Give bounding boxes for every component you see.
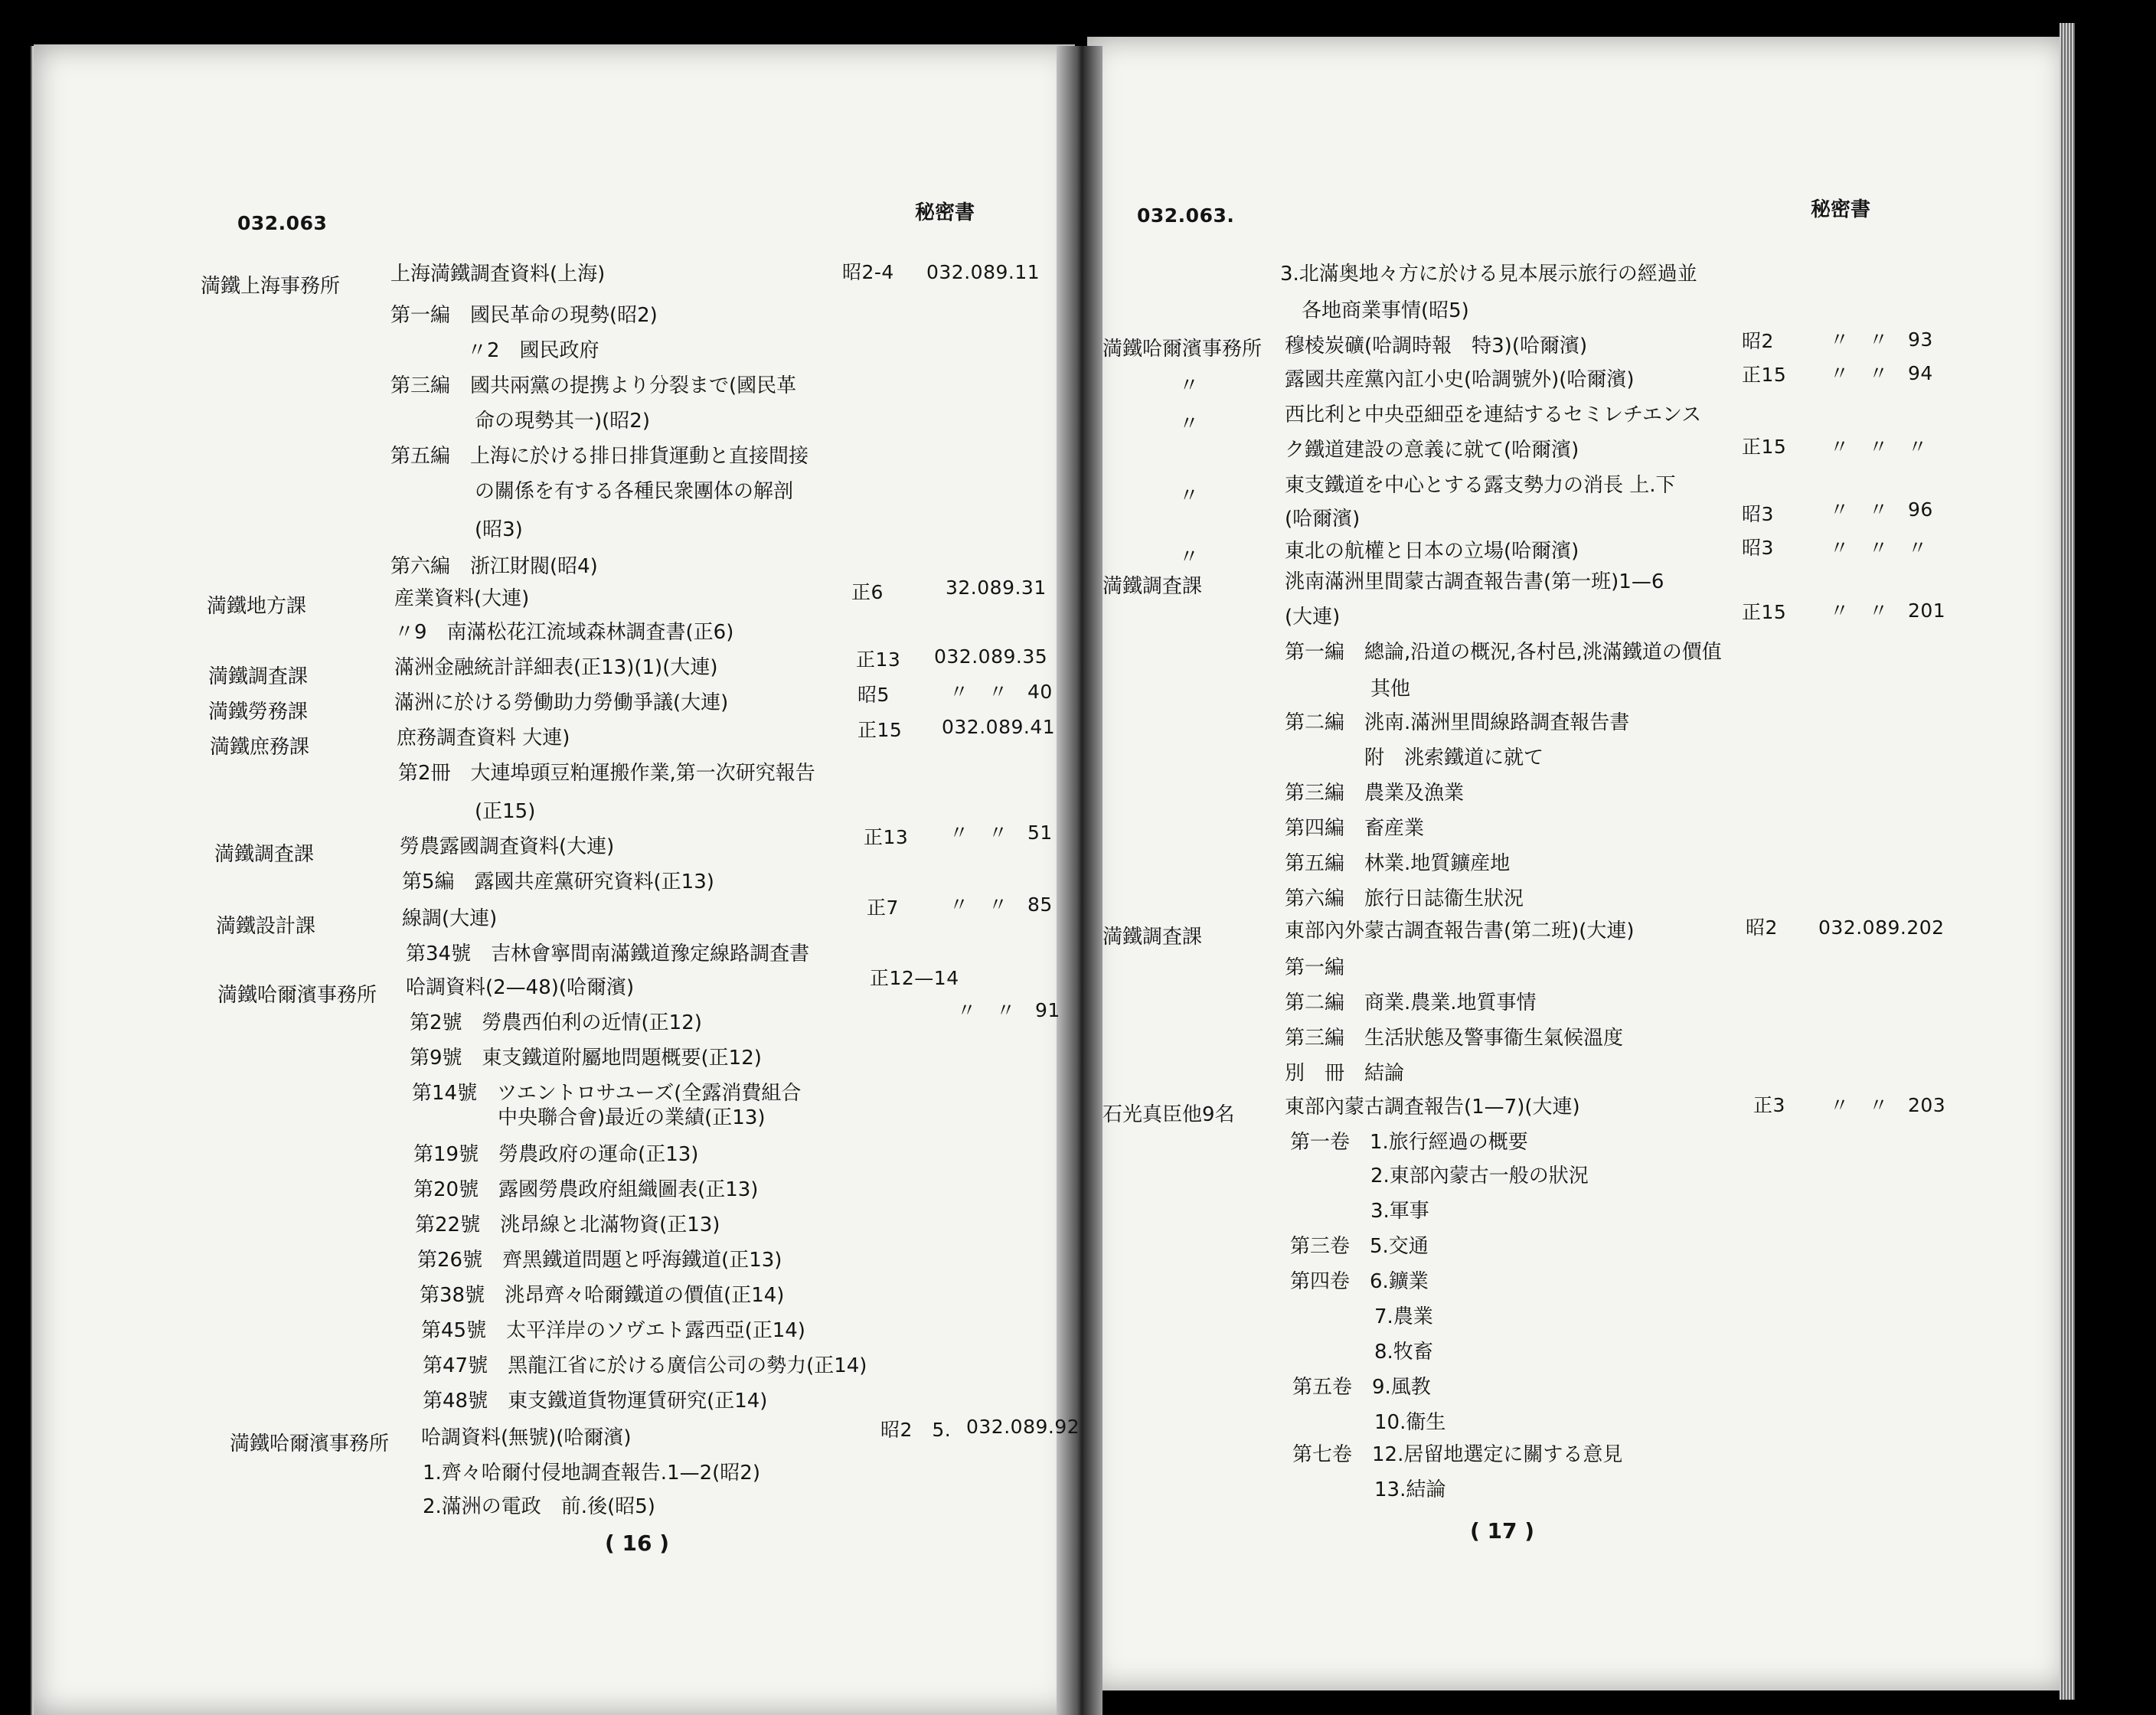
- entry-year: 正15: [1742, 436, 1787, 458]
- entry-year: 正6: [851, 581, 884, 603]
- entry-ref: 〃 〃 91: [957, 999, 1060, 1021]
- entry-line: (昭3): [475, 518, 523, 541]
- entry-year: 昭2: [1746, 916, 1778, 939]
- entry-line: 第14號 ツエントロサユーズ(全露消費組合: [412, 1082, 802, 1105]
- left-doc-code: 032.063: [237, 212, 328, 234]
- dept-label: 満鐵調査課: [214, 843, 315, 866]
- entry-line: 10.衞生: [1374, 1411, 1446, 1434]
- entry-line: 第二編 洮南.滿洲里間線路調査報告書: [1285, 711, 1630, 734]
- entry-line: 第六編 旅行日誌衞生狀況: [1285, 887, 1524, 910]
- entry-line: 第5編 露國共産黨研究資料(正13): [402, 871, 714, 893]
- entry-line: 第38號 洮昂齊々哈爾鐵道の價值(正14): [420, 1284, 785, 1307]
- entry-title: 西比利と中央亞細亞を連結するセミレチエンス: [1285, 403, 1702, 426]
- entry-ref: 〃 〃 201: [1830, 599, 1946, 622]
- dept-label: 満鐵調査課: [1102, 926, 1203, 949]
- entry-line: 2.東部內蒙古一般の狀況: [1370, 1165, 1589, 1187]
- right-doc-code: 032.063.: [1137, 204, 1235, 227]
- entry-line: 第一編 總論,沿道の概況,各村邑,洮滿鐵道の價值: [1285, 641, 1722, 664]
- dept-label: 満鐵調査課: [1102, 575, 1203, 598]
- dept-label: 〃: [1179, 485, 1200, 508]
- entry-year: 正3: [1753, 1094, 1785, 1116]
- dept-label: 満鐵調査課: [208, 665, 309, 688]
- entry-line: 第三卷 5.交通: [1290, 1235, 1429, 1258]
- dept-label: 満鐵設計課: [216, 915, 316, 938]
- entry-line: 第一編: [1285, 956, 1345, 979]
- entry-title: 東北の航權と日本の立場(哈爾濱): [1285, 540, 1579, 563]
- entry-line: 第四編 畜産業: [1285, 817, 1425, 840]
- entry-line: 附 洮索鐵道に就て: [1364, 746, 1544, 769]
- entry-title: 哈調資料(無號)(哈爾濱): [421, 1426, 632, 1449]
- entry-year: 昭3: [1742, 503, 1774, 525]
- entry-line: 第五編 林業.地質鑛産地: [1285, 852, 1511, 875]
- entry-ref: 〃 〃 93: [1830, 328, 1933, 351]
- page-edge-right: [2060, 23, 2075, 1700]
- entry-title: 東部內外蒙古調査報告書(第二班)(大連): [1285, 920, 1635, 942]
- entry-line: 第三編 國共兩黨の提携より分裂まで(國民革: [390, 374, 797, 397]
- entry-ref: 〃 〃 〃: [1830, 436, 1928, 458]
- entry-line: 命の現勢其一)(昭2): [475, 410, 650, 433]
- left-secret-label: 秘密書: [915, 201, 975, 224]
- entry-ref: 〃 〃 51: [949, 822, 1053, 844]
- entry-line: 第四卷 6.鑛業: [1290, 1270, 1429, 1293]
- entry-line: 第20號 露國勞農政府組織圖表(正13): [413, 1178, 759, 1201]
- entry-line: 2.滿洲の電政 前.後(昭5): [423, 1495, 655, 1518]
- entry-line: の關係を有する各種民衆團体の解剖: [475, 480, 794, 503]
- entry-title: 滿洲金融統計詳細表(正13)(1)(大連): [394, 656, 718, 679]
- dept-label: 満鐵哈爾濱事務所: [217, 984, 377, 1007]
- entry-ref: 32.089.31: [946, 577, 1047, 599]
- entry-line: 〃2 國民政府: [467, 339, 599, 362]
- dept-label: 〃: [1179, 546, 1200, 569]
- entry-line: 第五卷 9.風教: [1292, 1376, 1431, 1399]
- entry-line: 中央聯合會)最近の業績(正13): [498, 1106, 766, 1129]
- entry-title: 東部內蒙古調査報告(1—7)(大連): [1285, 1096, 1580, 1119]
- entry-line: 第三編 農業及漁業: [1285, 782, 1465, 805]
- entry-line: 第三編 生活狀態及警事衞生氣候溫度: [1285, 1027, 1624, 1050]
- entry-title: 東支鐵道を中心とする露支勢力の消長 上.下: [1285, 474, 1676, 497]
- entry-line: 3.北滿奥地々方に於ける見本展示旅行の經過並: [1280, 263, 1697, 286]
- entry-line: 第22號 洮昂線と北滿物資(正13): [415, 1214, 720, 1236]
- entry-year: 正13: [856, 648, 901, 671]
- dept-label: 〃: [1179, 374, 1200, 397]
- dept-label: 〃: [1179, 413, 1200, 436]
- entry-line: 其他: [1370, 678, 1411, 701]
- entry-year: 正15: [858, 719, 903, 741]
- entry-line: 第48號 東支鐵道貨物運賃研究(正14): [423, 1390, 768, 1413]
- entry-ref: 032.089.92: [966, 1416, 1080, 1438]
- entry-line: 第45號 太平洋岸のソヴエト露西亞(正14): [421, 1319, 805, 1342]
- entry-title: 洮南滿洲里間蒙古調査報告書(第一班)1—6: [1285, 570, 1664, 593]
- dept-label: 満鐵勞務課: [208, 701, 309, 724]
- entry-line: 第26號 齊黑鐵道問題と呼海鐵道(正13): [417, 1249, 782, 1272]
- entry-line: 13.結論: [1374, 1478, 1446, 1501]
- dept-label: 満鐵哈爾濱事務所: [230, 1432, 390, 1455]
- book-gutter: [1057, 46, 1102, 1715]
- dept-label: 満鐵哈爾濱事務所: [1102, 338, 1263, 361]
- entry-line: (大連): [1285, 606, 1341, 629]
- entry-year: 正13: [864, 826, 909, 848]
- entry-ref: 〃 〃 40: [949, 681, 1053, 703]
- entry-ref: 032.089.35: [934, 645, 1048, 668]
- entry-line: 第2冊 大連埠頭豆粕運搬作業,第一次研究報告: [398, 762, 815, 785]
- entry-line: 3.軍事: [1370, 1200, 1429, 1223]
- entry-line: 第二編 商業.農業.地質事情: [1285, 991, 1537, 1014]
- entry-line: 各地商業事情(昭5): [1302, 299, 1469, 322]
- entry-title: 上海満鐵調査資料(上海): [390, 263, 606, 286]
- entry-ref: 032.089.202: [1818, 916, 1945, 939]
- entry-year: 正7: [867, 897, 899, 919]
- entry-year: 正12—14: [870, 967, 959, 989]
- entry-year: 正15: [1742, 601, 1787, 623]
- entry-title: 産業資料(大連): [394, 587, 530, 610]
- entry-line: 第2號 勞農西伯利の近情(正12): [410, 1011, 702, 1034]
- entry-ref: 〃 〃 96: [1830, 498, 1933, 521]
- entry-title: 露國共産黨內訌小史(哈調號外)(哈爾濱): [1285, 368, 1635, 391]
- dept-label: 満鐵地方課: [207, 595, 307, 618]
- entry-line: 第一卷 1.旅行經過の概要: [1290, 1131, 1528, 1154]
- page-number-left: ( 16 ): [605, 1530, 670, 1556]
- dept-label: 石光真臣他9名: [1102, 1103, 1235, 1126]
- entry-line: 〃9 南滿松花江流域森林調査書(正6): [394, 621, 734, 644]
- entry-line: 1.齊々哈爾付侵地調査報告.1—2(昭2): [423, 1462, 760, 1485]
- entry-line: ク鐵道建設の意義に就て(哈爾濱): [1285, 439, 1579, 462]
- entry-ref: 〃 〃 85: [949, 893, 1053, 916]
- entry-year: 正15: [1742, 364, 1787, 386]
- entry-ref: 〃 〃 〃: [1830, 537, 1928, 559]
- entry-line: 8.牧畜: [1374, 1341, 1433, 1364]
- entry-line: 第34號 吉林會寧間南滿鐵道豫定線路調査書: [406, 942, 810, 965]
- entry-line: 7.農業: [1374, 1305, 1433, 1328]
- entry-line: 第47號 黑龍江省に於ける廣信公司の勢力(正14): [423, 1354, 867, 1377]
- dept-label: 満鐵上海事務所: [201, 275, 341, 298]
- entry-line: 第五編 上海に於ける排日排貨運動と直接間接: [390, 445, 809, 468]
- entry-ref: 032.089.11: [926, 261, 1040, 283]
- entry-line: 第七卷 12.居留地選定に關する意見: [1292, 1443, 1623, 1466]
- entry-line: 別 冊 結論: [1285, 1062, 1405, 1085]
- entry-title: 哈調資料(2—48)(哈爾濱): [406, 976, 635, 999]
- entry-ref: 〃 〃 94: [1830, 362, 1933, 384]
- entry-title: 線調(大連): [402, 907, 498, 930]
- entry-year: 昭5: [858, 684, 890, 706]
- entry-title: 庶務調査資料 大連): [397, 727, 570, 750]
- entry-line: 第19號 勞農政府の運命(正13): [413, 1143, 699, 1166]
- entry-line: (正15): [475, 800, 536, 823]
- entry-title: 穆棱炭礦(哈調時報 特3)(哈爾濱): [1285, 335, 1588, 358]
- entry-line: (哈爾濱): [1285, 508, 1361, 531]
- entry-ref: 〃 〃 203: [1830, 1094, 1946, 1116]
- entry-title: 滿洲に於ける勞働助力勞働爭議(大連): [394, 691, 729, 714]
- right-secret-label: 秘密書: [1811, 198, 1871, 221]
- entry-year: 昭2 5.: [880, 1419, 952, 1441]
- entry-line: 第六編 浙江財閥(昭4): [390, 555, 598, 578]
- dept-label: 満鐵庶務課: [210, 736, 310, 759]
- entry-year: 昭3: [1742, 537, 1774, 559]
- entry-ref: 032.089.41: [942, 716, 1056, 738]
- entry-year: 昭2: [1742, 330, 1774, 352]
- entry-title: 勞農露國調査資料(大連): [400, 835, 615, 858]
- entry-year: 昭2-4: [842, 261, 894, 283]
- page-number-right: ( 17 ): [1470, 1518, 1535, 1544]
- entry-line: 第一編 國民革命の現勢(昭2): [390, 304, 658, 327]
- entry-line: 第9號 東支鐵道附屬地問題概要(正12): [410, 1047, 762, 1070]
